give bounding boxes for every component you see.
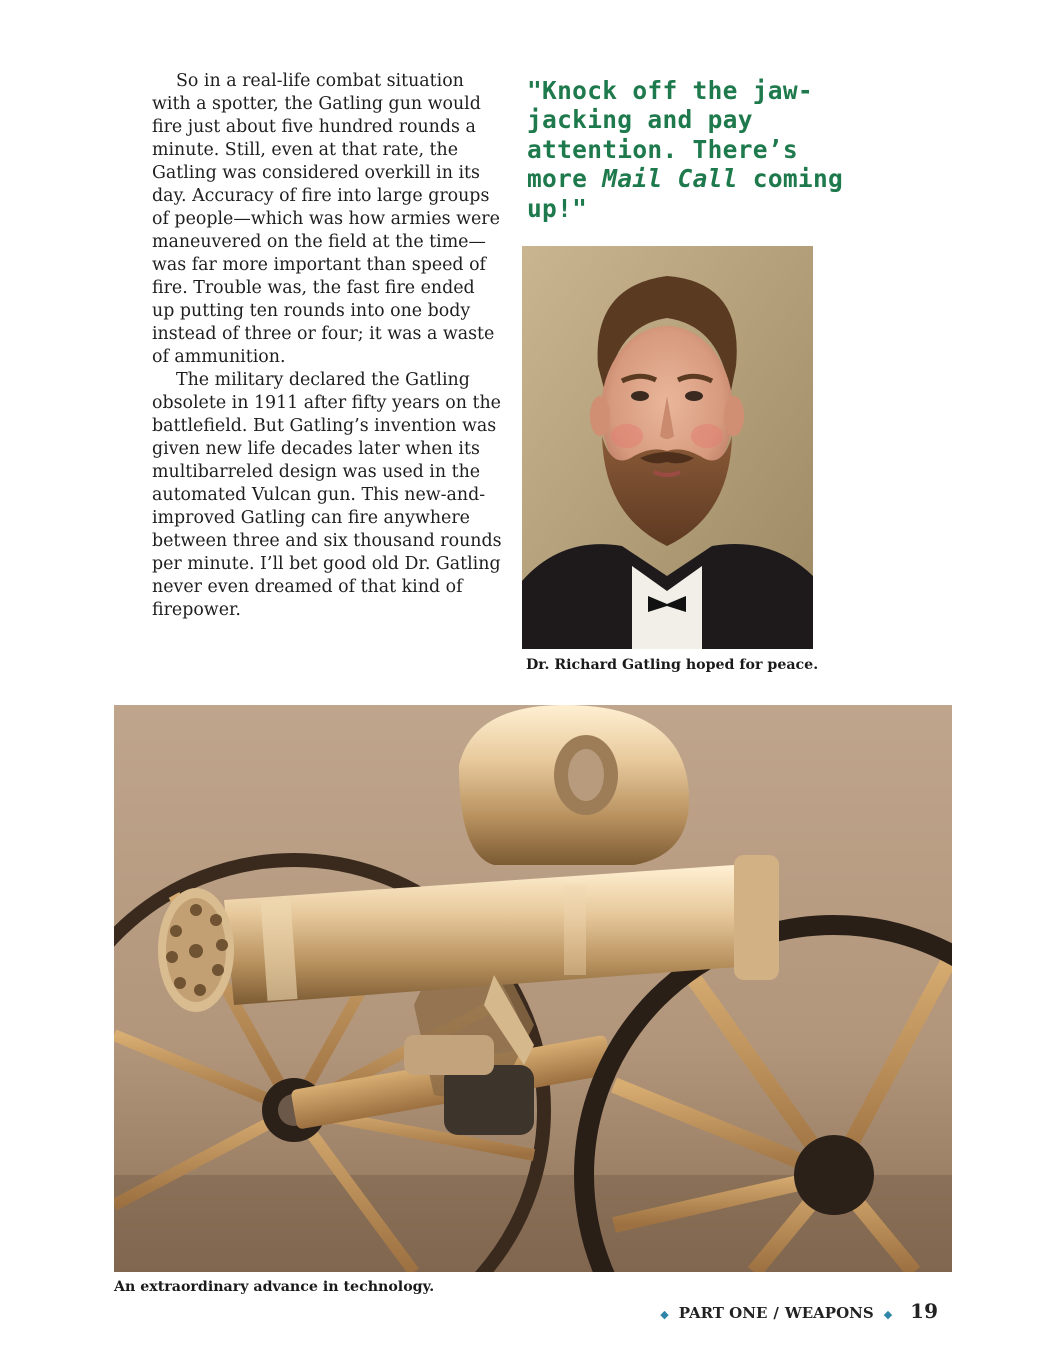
portrait-caption: Dr. Richard Gatling hoped for peace.: [526, 657, 819, 673]
pull-quote-text-start: "Knock off the jaw-jacking and pay attention. There’s more: [527, 76, 813, 194]
portrait-photo: [522, 246, 813, 649]
pull-quote: [527, 76, 857, 223]
pull-quote-show-title: Mail Call: [602, 164, 738, 194]
footer-chapter: WEAPONS: [784, 1304, 874, 1322]
gatling-gun-photo: [114, 705, 952, 1272]
footer-section: PART ONE: [678, 1304, 768, 1322]
gatling-gun-illustration: [114, 705, 952, 1272]
footer-separator: /: [773, 1304, 779, 1322]
pull-quote-text-end: coming up!": [527, 164, 844, 223]
portrait-illustration: [522, 246, 813, 649]
gun-caption: An extraordinary advance in technology.: [114, 1279, 435, 1295]
body-text-column: [152, 70, 502, 622]
page-footer: [650, 1299, 938, 1323]
page-number: 19: [910, 1299, 938, 1323]
paragraph-2: The military declared the Gatling obsolete in 1911 after fifty years on the battlefield. But Gatling’s invention was given new life decades later when its multibarreled design was used in the automated Vulcan gun. This new-and-improved Gatling can fire anywhere between three and six thousand rounds per minute. I’ll bet good old Dr. Gatling never even dreamed of that kind of firepower.: [152, 370, 502, 620]
paragraph-1: So in a real-life combat situation with a spotter, the Gatling gun would fire just about five hundred rounds a minute. Still, even at that rate, the Gatling was considered overkill in its day. Accuracy of fire into large groups of people—which was how armies were maneuvered on the field at the time—was far more important than speed of fire. Trouble was, the fast fire ended up putting ten rounds into one body instead of three or four; it was a waste of ammunition.: [152, 71, 500, 367]
footer-bullet-icon-2: ◆: [883, 1308, 893, 1321]
footer-bullet-icon: ◆: [660, 1308, 669, 1321]
